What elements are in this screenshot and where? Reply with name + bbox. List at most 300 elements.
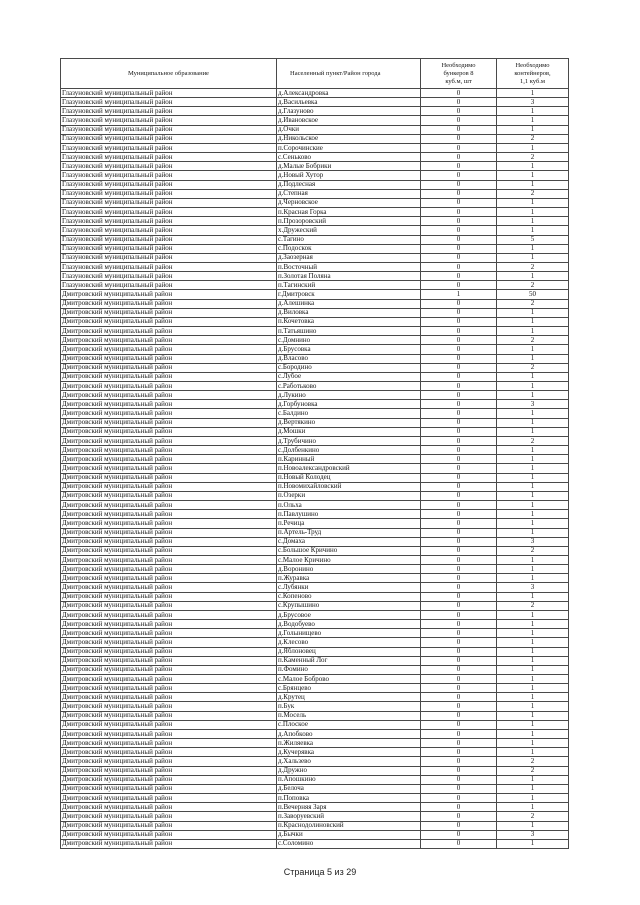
cell-containers: 1	[497, 785, 569, 794]
table-row	[61, 345, 569, 354]
cell-municipality: Дмитровский муниципальный район	[61, 767, 277, 776]
cell-containers: 1	[497, 776, 569, 785]
cell-municipality: Дмитровский муниципальный район	[61, 474, 277, 483]
cell-bunkers: 0	[421, 529, 497, 538]
cell-municipality: Дмитровский муниципальный район	[61, 409, 277, 418]
cell-containers: 1	[497, 327, 569, 336]
table-row	[61, 300, 569, 309]
cell-settlement: д.Брусовка	[277, 345, 421, 354]
cell-containers: 3	[497, 538, 569, 547]
cell-municipality: Дмитровский муниципальный район	[61, 419, 277, 428]
cell-settlement: с.Лубянки	[277, 583, 421, 592]
table-row	[61, 629, 569, 638]
cell-containers: 1	[497, 107, 569, 116]
cell-bunkers: 0	[421, 464, 497, 473]
cell-settlement: с.Тагино	[277, 236, 421, 245]
cell-containers: 1	[497, 373, 569, 382]
table-row	[61, 803, 569, 812]
cell-municipality: Глазуновский муниципальный район	[61, 245, 277, 254]
cell-municipality: Дмитровский муниципальный район	[61, 593, 277, 602]
table-row	[61, 208, 569, 217]
cell-containers: 2	[497, 812, 569, 821]
cell-bunkers: 0	[421, 803, 497, 812]
cell-bunkers: 0	[421, 538, 497, 547]
cell-bunkers: 0	[421, 281, 497, 290]
cell-settlement: д.Белоча	[277, 785, 421, 794]
table-row	[61, 547, 569, 556]
table-row	[61, 721, 569, 730]
cell-containers: 1	[497, 455, 569, 464]
cell-containers: 1	[497, 199, 569, 208]
cell-settlement: п.Речица	[277, 519, 421, 528]
table-row	[61, 327, 569, 336]
table-row	[61, 135, 569, 144]
cell-containers: 1	[497, 730, 569, 739]
header-municipality	[61, 59, 277, 89]
cell-containers: 3	[497, 98, 569, 107]
cell-containers: 1	[497, 748, 569, 757]
cell-containers: 1	[497, 638, 569, 647]
cell-bunkers: 0	[421, 638, 497, 647]
cell-bunkers: 0	[421, 153, 497, 162]
cell-containers: 1	[497, 428, 569, 437]
cell-municipality: Глазуновский муниципальный район	[61, 144, 277, 153]
cell-settlement: п.Восточный	[277, 263, 421, 272]
cell-settlement: д.Заозерная	[277, 254, 421, 263]
cell-settlement: д.Глазуново	[277, 107, 421, 116]
table-row	[61, 712, 569, 721]
cell-settlement: д.Дружно	[277, 767, 421, 776]
cell-municipality: Дмитровский муниципальный район	[61, 702, 277, 711]
cell-containers: 2	[497, 263, 569, 272]
cell-containers: 1	[497, 355, 569, 364]
table-row	[61, 107, 569, 116]
cell-containers: 2	[497, 336, 569, 345]
cell-settlement: д.Александровка	[277, 89, 421, 98]
cell-municipality: Дмитровский муниципальный район	[61, 629, 277, 638]
cell-municipality: Дмитровский муниципальный район	[61, 492, 277, 501]
table-row	[61, 739, 569, 748]
cell-settlement: д.Лукино	[277, 391, 421, 400]
cell-settlement: п.Прозоровский	[277, 217, 421, 226]
cell-bunkers: 0	[421, 272, 497, 281]
cell-bunkers: 0	[421, 336, 497, 345]
table-row	[61, 336, 569, 345]
table-row	[61, 272, 569, 281]
cell-bunkers: 0	[421, 190, 497, 199]
table-row	[61, 254, 569, 263]
cell-bunkers: 0	[421, 181, 497, 190]
cell-municipality: Дмитровский муниципальный район	[61, 648, 277, 657]
table-row	[61, 519, 569, 528]
table-row	[61, 620, 569, 629]
cell-containers: 1	[497, 803, 569, 812]
header-settlement	[277, 59, 421, 89]
cell-bunkers: 0	[421, 620, 497, 629]
cell-settlement: д.Голынищево	[277, 629, 421, 638]
cell-settlement: д.Малые Бобрики	[277, 162, 421, 171]
cell-municipality: Глазуновский муниципальный район	[61, 281, 277, 290]
table-row	[61, 648, 569, 657]
cell-containers: 1	[497, 391, 569, 400]
cell-bunkers: 0	[421, 245, 497, 254]
cell-containers: 1	[497, 382, 569, 391]
cell-containers: 1	[497, 501, 569, 510]
table-row	[61, 776, 569, 785]
table-row	[61, 538, 569, 547]
cell-municipality: Дмитровский муниципальный район	[61, 355, 277, 364]
cell-settlement: с.Долбенкино	[277, 446, 421, 455]
cell-containers: 1	[497, 483, 569, 492]
cell-bunkers: 0	[421, 693, 497, 702]
page-footer	[0, 867, 640, 877]
cell-settlement: п.Ольха	[277, 501, 421, 510]
cell-settlement: д.Апобково	[277, 730, 421, 739]
cell-settlement: с.Сеньково	[277, 153, 421, 162]
table-row	[61, 684, 569, 693]
cell-bunkers: 0	[421, 611, 497, 620]
table-row	[61, 281, 569, 290]
table-row	[61, 638, 569, 647]
cell-municipality: Дмитровский муниципальный район	[61, 638, 277, 647]
cell-municipality: Глазуновский муниципальный район	[61, 98, 277, 107]
table-row	[61, 748, 569, 757]
cell-bunkers: 0	[421, 602, 497, 611]
cell-containers: 1	[497, 492, 569, 501]
page-number-label: Страница 5 из 29	[283, 867, 357, 877]
cell-municipality: Глазуновский муниципальный район	[61, 153, 277, 162]
cell-containers: 1	[497, 629, 569, 638]
header-settlement-label: Населенный пункт/Район города	[290, 69, 381, 77]
cell-bunkers: 0	[421, 327, 497, 336]
cell-settlement: с.Малое Боброво	[277, 675, 421, 684]
cell-containers: 1	[497, 529, 569, 538]
cell-municipality: Дмитровский муниципальный район	[61, 739, 277, 748]
cell-settlement: с.Подоскок	[277, 245, 421, 254]
cell-settlement: п.Заворуевский	[277, 812, 421, 821]
cell-containers: 2	[497, 757, 569, 766]
cell-containers: 1	[497, 712, 569, 721]
cell-containers: 1	[497, 739, 569, 748]
cell-municipality: Глазуновский муниципальный район	[61, 171, 277, 180]
cell-settlement: п.Жиляевка	[277, 739, 421, 748]
cell-containers: 2	[497, 437, 569, 446]
cell-municipality: Дмитровский муниципальный район	[61, 437, 277, 446]
cell-containers: 1	[497, 611, 569, 620]
cell-settlement: п.Красная Горка	[277, 208, 421, 217]
cell-containers: 1	[497, 702, 569, 711]
cell-containers: 1	[497, 657, 569, 666]
cell-containers: 1	[497, 126, 569, 135]
cell-settlement: п.Бук	[277, 702, 421, 711]
cell-municipality: Дмитровский муниципальный район	[61, 336, 277, 345]
cell-containers: 1	[497, 245, 569, 254]
cell-settlement: д.Алешинка	[277, 300, 421, 309]
cell-settlement: д.Никольское	[277, 135, 421, 144]
cell-settlement: с.Работьково	[277, 382, 421, 391]
cell-containers: 1	[497, 684, 569, 693]
table-row	[61, 162, 569, 171]
cell-bunkers: 0	[421, 309, 497, 318]
cell-municipality: Дмитровский муниципальный район	[61, 611, 277, 620]
cell-settlement: п.Татьяшино	[277, 327, 421, 336]
cell-municipality: Глазуновский муниципальный район	[61, 199, 277, 208]
table-row	[61, 510, 569, 519]
cell-bunkers: 0	[421, 474, 497, 483]
cell-bunkers: 0	[421, 501, 497, 510]
cell-settlement: с.Балдино	[277, 409, 421, 418]
table-row	[61, 382, 569, 391]
cell-settlement: д.Ивановское	[277, 116, 421, 125]
cell-bunkers: 0	[421, 263, 497, 272]
table-row	[61, 675, 569, 684]
table-row	[61, 89, 569, 98]
cell-settlement: п.Краснодолиновский	[277, 822, 421, 831]
cell-bunkers: 0	[421, 391, 497, 400]
cell-settlement: г.Дмитровск	[277, 290, 421, 299]
cell-municipality: Дмитровский муниципальный район	[61, 300, 277, 309]
cell-settlement: п.Золотая Поляна	[277, 272, 421, 281]
cell-municipality: Дмитровский муниципальный район	[61, 464, 277, 473]
cell-containers: 1	[497, 446, 569, 455]
cell-containers: 1	[497, 272, 569, 281]
cell-containers: 1	[497, 171, 569, 180]
cell-settlement: д.Очки	[277, 126, 421, 135]
cell-containers: 1	[497, 464, 569, 473]
cell-municipality: Дмитровский муниципальный район	[61, 666, 277, 675]
cell-bunkers: 0	[421, 739, 497, 748]
cell-containers: 1	[497, 254, 569, 263]
cell-municipality: Дмитровский муниципальный район	[61, 547, 277, 556]
cell-settlement: д.Подлесная	[277, 181, 421, 190]
cell-containers: 1	[497, 574, 569, 583]
table-body	[61, 89, 569, 849]
cell-municipality: Дмитровский муниципальный район	[61, 831, 277, 840]
cell-municipality: Глазуновский муниципальный район	[61, 208, 277, 217]
cell-municipality: Дмитровский муниципальный район	[61, 822, 277, 831]
cell-bunkers: 0	[421, 98, 497, 107]
cell-municipality: Дмитровский муниципальный район	[61, 684, 277, 693]
cell-bunkers: 0	[421, 519, 497, 528]
cell-containers: 1	[497, 840, 569, 849]
cell-containers: 1	[497, 565, 569, 574]
cell-settlement: д.Васильевка	[277, 98, 421, 107]
table-row	[61, 593, 569, 602]
cell-bunkers: 0	[421, 455, 497, 464]
cell-containers: 1	[497, 822, 569, 831]
table-row	[61, 98, 569, 107]
table-row	[61, 126, 569, 135]
cell-settlement: д.Яблоновец	[277, 648, 421, 657]
cell-settlement: с.Бородино	[277, 364, 421, 373]
cell-settlement: д.Бычки	[277, 831, 421, 840]
cell-bunkers: 0	[421, 767, 497, 776]
cell-municipality: Глазуновский муниципальный район	[61, 190, 277, 199]
cell-bunkers: 0	[421, 135, 497, 144]
cell-containers: 1	[497, 217, 569, 226]
cell-settlement: п.Павлушино	[277, 510, 421, 519]
cell-settlement: д.Кучерявка	[277, 748, 421, 757]
cell-settlement: п.Новоалександровский	[277, 464, 421, 473]
cell-settlement: с.Лубое	[277, 373, 421, 382]
cell-settlement: с.Соломино	[277, 840, 421, 849]
table-row	[61, 474, 569, 483]
cell-municipality: Дмитровский муниципальный район	[61, 345, 277, 354]
table-row	[61, 812, 569, 821]
cell-bunkers: 0	[421, 657, 497, 666]
cell-municipality: Дмитровский муниципальный район	[61, 309, 277, 318]
cell-municipality: Дмитровский муниципальный район	[61, 803, 277, 812]
table-row	[61, 437, 569, 446]
cell-bunkers: 0	[421, 382, 497, 391]
cell-settlement: с.Домнино	[277, 336, 421, 345]
cell-municipality: Дмитровский муниципальный район	[61, 318, 277, 327]
cell-bunkers: 0	[421, 437, 497, 446]
cell-containers: 1	[497, 208, 569, 217]
cell-containers: 2	[497, 135, 569, 144]
table-row	[61, 492, 569, 501]
cell-containers: 2	[497, 153, 569, 162]
table-row	[61, 611, 569, 620]
table-row	[61, 574, 569, 583]
table-row	[61, 464, 569, 473]
cell-settlement: с.Копеново	[277, 593, 421, 602]
cell-bunkers: 0	[421, 419, 497, 428]
cell-municipality: Дмитровский муниципальный район	[61, 794, 277, 803]
table-row	[61, 602, 569, 611]
cell-municipality: Глазуновский муниципальный район	[61, 116, 277, 125]
cell-municipality: Дмитровский муниципальный район	[61, 327, 277, 336]
cell-bunkers: 0	[421, 126, 497, 135]
cell-settlement: п.Тагинский	[277, 281, 421, 290]
cell-bunkers: 0	[421, 428, 497, 437]
table-row	[61, 190, 569, 199]
cell-bunkers: 0	[421, 162, 497, 171]
header-bunkers	[421, 59, 497, 89]
cell-bunkers: 0	[421, 144, 497, 153]
cell-bunkers: 0	[421, 345, 497, 354]
cell-municipality: Дмитровский муниципальный район	[61, 519, 277, 528]
cell-settlement: с.Домаха	[277, 538, 421, 547]
cell-settlement: д.Степная	[277, 190, 421, 199]
cell-municipality: Глазуновский муниципальный район	[61, 236, 277, 245]
cell-settlement: п.Каринный	[277, 455, 421, 464]
cell-municipality: Дмитровский муниципальный район	[61, 776, 277, 785]
cell-municipality: Дмитровский муниципальный район	[61, 428, 277, 437]
cell-settlement: д.Брусовое	[277, 611, 421, 620]
cell-containers: 1	[497, 593, 569, 602]
cell-municipality: Дмитровский муниципальный район	[61, 373, 277, 382]
cell-settlement: д.Хальзево	[277, 757, 421, 766]
cell-bunkers: 0	[421, 364, 497, 373]
cell-containers: 3	[497, 583, 569, 592]
cell-containers: 2	[497, 364, 569, 373]
cell-municipality: Глазуновский муниципальный район	[61, 162, 277, 171]
cell-bunkers: 0	[421, 565, 497, 574]
cell-containers: 1	[497, 162, 569, 171]
table-row	[61, 767, 569, 776]
cell-bunkers: 0	[421, 556, 497, 565]
header-municipality-label: Муниципальное образование	[128, 69, 209, 77]
cell-containers: 1	[497, 116, 569, 125]
table-row	[61, 419, 569, 428]
table-header	[61, 59, 569, 89]
cell-bunkers: 0	[421, 446, 497, 455]
cell-settlement: с.Брянцево	[277, 684, 421, 693]
table-row	[61, 794, 569, 803]
cell-bunkers: 0	[421, 840, 497, 849]
cell-settlement: с.Плоское	[277, 721, 421, 730]
cell-settlement: п.Сорочинские	[277, 144, 421, 153]
cell-bunkers: 0	[421, 675, 497, 684]
cell-containers: 1	[497, 181, 569, 190]
table-row	[61, 236, 569, 245]
cell-municipality: Дмитровский муниципальный район	[61, 290, 277, 299]
table-row	[61, 309, 569, 318]
cell-settlement: п.Новомихайловский	[277, 483, 421, 492]
cell-municipality: Дмитровский муниципальный район	[61, 565, 277, 574]
cell-containers: 1	[497, 620, 569, 629]
cell-municipality: Дмитровский муниципальный район	[61, 501, 277, 510]
cell-settlement: с.Большое Кричино	[277, 547, 421, 556]
table-row	[61, 226, 569, 235]
cell-bunkers: 0	[421, 400, 497, 409]
cell-municipality: Дмитровский муниципальный район	[61, 840, 277, 849]
cell-containers: 1	[497, 519, 569, 528]
cell-municipality: Дмитровский муниципальный район	[61, 721, 277, 730]
table-row	[61, 144, 569, 153]
table-row	[61, 400, 569, 409]
table-row	[61, 355, 569, 364]
cell-containers: 1	[497, 474, 569, 483]
cell-bunkers: 0	[421, 730, 497, 739]
cell-settlement: п.Озерки	[277, 492, 421, 501]
cell-bunkers: 0	[421, 492, 497, 501]
table-row	[61, 501, 569, 510]
cell-settlement: п.Журавка	[277, 574, 421, 583]
cell-bunkers: 0	[421, 748, 497, 757]
cell-containers: 50	[497, 290, 569, 299]
cell-containers: 1	[497, 510, 569, 519]
cell-containers: 1	[497, 345, 569, 354]
cell-municipality: Дмитровский муниципальный район	[61, 455, 277, 464]
cell-bunkers: 0	[421, 648, 497, 657]
cell-municipality: Дмитровский муниципальный район	[61, 400, 277, 409]
cell-containers: 1	[497, 89, 569, 98]
table-row	[61, 702, 569, 711]
cell-bunkers: 0	[421, 574, 497, 583]
cell-bunkers: 0	[421, 785, 497, 794]
cell-containers: 2	[497, 602, 569, 611]
cell-bunkers: 0	[421, 254, 497, 263]
header-containers-label: Необходимо контейнеров, 1,1 куб.м	[514, 61, 551, 85]
table-row	[61, 565, 569, 574]
cell-bunkers: 0	[421, 171, 497, 180]
cell-bunkers: 0	[421, 208, 497, 217]
cell-municipality: Дмитровский муниципальный район	[61, 757, 277, 766]
cell-bunkers: 0	[421, 794, 497, 803]
cell-municipality: Дмитровский муниципальный район	[61, 446, 277, 455]
cell-settlement: с.Малое Кричино	[277, 556, 421, 565]
table-row	[61, 318, 569, 327]
cell-municipality: Дмитровский муниципальный район	[61, 748, 277, 757]
cell-municipality: Дмитровский муниципальный район	[61, 730, 277, 739]
cell-settlement: п.Мосель	[277, 712, 421, 721]
cell-bunkers: 0	[421, 666, 497, 675]
cell-containers: 1	[497, 409, 569, 418]
cell-municipality: Глазуновский муниципальный район	[61, 263, 277, 272]
cell-municipality: Дмитровский муниципальный район	[61, 657, 277, 666]
